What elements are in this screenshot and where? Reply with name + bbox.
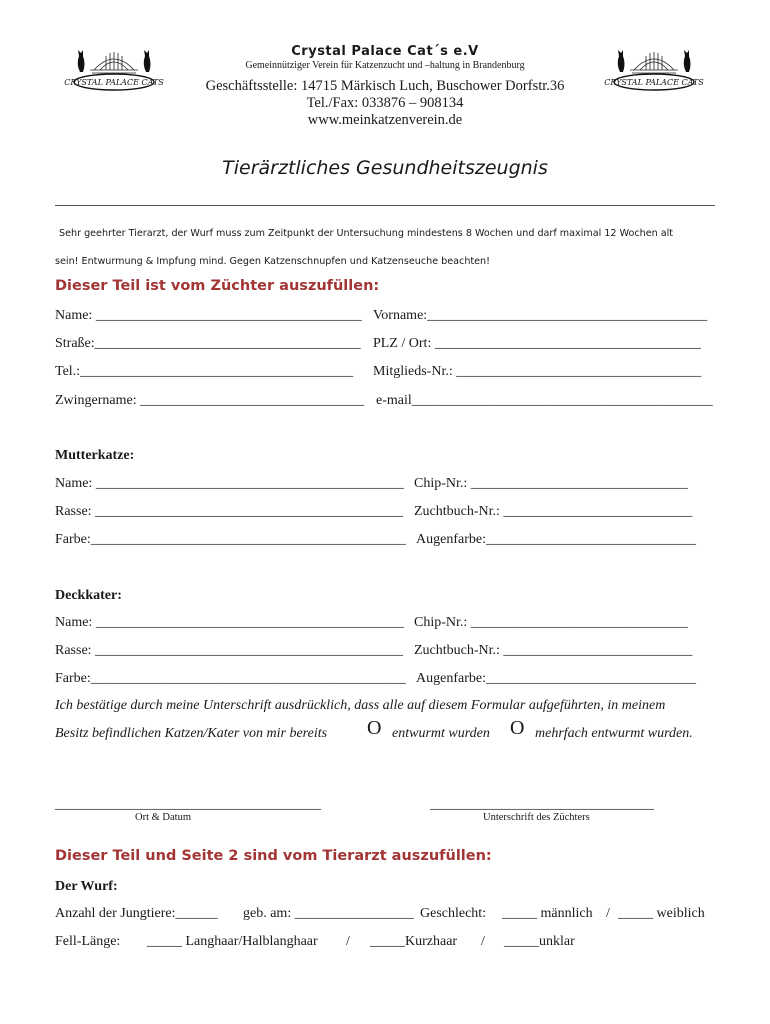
litter-heading: Der Wurf:	[55, 879, 118, 894]
father-breed-field[interactable]: Rasse: ____________________________________________	[55, 643, 404, 658]
mother-name-field[interactable]: Name: ____________________________________________	[55, 476, 404, 491]
breeder-firstname-field[interactable]: Vorname:________________________________________	[373, 308, 708, 323]
kitten-count-field[interactable]: Anzahl der Jungtiere:______	[55, 906, 218, 921]
fur-separator-1: /	[346, 934, 350, 949]
fur-separator-2: /	[481, 934, 485, 949]
mother-breed-field[interactable]: Rasse: ____________________________________________	[55, 504, 404, 519]
mother-eye-color-field[interactable]: Augenfarbe:______________________________	[416, 532, 696, 547]
vet-section-heading: Dieser Teil und Seite 2 sind vom Tierarzt auszufüllen:	[55, 848, 492, 864]
breeder-email-field[interactable]: e-mail___________________________________________	[376, 393, 713, 408]
mother-color-field[interactable]: Farbe:_____________________________________________	[55, 532, 406, 547]
female-count-field[interactable]: _____ weiblich	[618, 906, 705, 921]
declaration-line-1: Ich bestätige durch meine Unterschrift ausdrücklich, dass alle auf diesem Formular aufgeführten, in meinem	[55, 698, 666, 713]
father-chip-field[interactable]: Chip-Nr.: _______________________________	[414, 615, 688, 630]
unclear-field[interactable]: _____unklar	[504, 934, 575, 949]
divider	[55, 205, 715, 206]
tel-fax: Tel./Fax: 033876 – 908134	[306, 95, 464, 111]
place-date-label: Ort & Datum	[135, 812, 191, 823]
birth-date-field[interactable]: geb. am: _________________	[243, 906, 414, 921]
notice-line-2: sein! Entwurmung & Impfung mind. Gegen Katzenschnupfen und Katzenseuche beachten!	[55, 256, 490, 267]
shorthair-field[interactable]: _____Kurzhaar	[370, 934, 458, 949]
declaration-line-2: Besitz befindlichen Katzen/Kater von mir bereits	[55, 726, 328, 741]
breeder-signature-label: Unterschrift des Züchters	[483, 812, 590, 823]
longhair-field[interactable]: _____ Langhaar/Halblanghaar	[147, 934, 318, 949]
office-address: Geschäftsstelle: 14715 Märkisch Luch, Buschower Dorfstr.36	[205, 78, 565, 94]
breeder-street-field[interactable]: Straße:______________________________________	[55, 336, 361, 351]
logo-text: CRYSTAL PALACE CATS	[64, 78, 164, 87]
father-name-field[interactable]: Name: ____________________________________________	[55, 615, 404, 630]
breeder-member-no-field[interactable]: Mitglieds-Nr.: ___________________________________	[373, 364, 702, 379]
mother-heading: Mutterkatze:	[55, 448, 135, 463]
male-count-field[interactable]: _____ männlich	[502, 906, 593, 921]
multiple-dewormed-radio[interactable]: O	[510, 717, 525, 739]
breeder-cattery-name-field[interactable]: Zwingername: ________________________________	[55, 393, 365, 408]
org-subtitle: Gemeinnütziger Verein für Katzenzucht und –haltung in Brandenburg	[245, 60, 525, 71]
dewormed-option-label: entwurmt wurden	[392, 726, 490, 741]
sex-separator: /	[606, 906, 610, 921]
breeder-tel-field[interactable]: Tel.:_______________________________________	[55, 364, 354, 379]
breeder-signature-line[interactable]: ________________________________	[430, 797, 654, 812]
org-name: Crystal Palace Cat´s e.V	[291, 44, 479, 59]
page-title: Tierärztliches Gesundheitszeugnis	[222, 157, 548, 179]
multiple-dewormed-option-label: mehrfach entwurmt wurden.	[535, 726, 693, 741]
fur-length-label: Fell-Länge:	[55, 934, 121, 949]
place-date-line[interactable]: ______________________________________	[55, 797, 321, 812]
breeder-zip-city-field[interactable]: PLZ / Ort: ______________________________________	[373, 336, 701, 351]
mother-chip-field[interactable]: Chip-Nr.: _______________________________	[414, 476, 688, 491]
father-heading: Deckkater:	[55, 588, 122, 603]
sex-label: Geschlecht:	[420, 906, 487, 921]
father-studbook-field[interactable]: Zuchtbuch-Nr.: ___________________________	[414, 643, 693, 658]
notice-line-1: Sehr geehrter Tierarzt, der Wurf muss zum Zeitpunkt der Untersuchung mindestens 8 Wochen und darf maximal 12 Wochen alt	[59, 228, 674, 239]
breeder-name-field[interactable]: Name: ______________________________________	[55, 308, 362, 323]
breeder-section-heading: Dieser Teil ist vom Züchter auszufüllen:	[55, 278, 380, 294]
father-eye-color-field[interactable]: Augenfarbe:______________________________	[416, 671, 696, 686]
dewormed-radio[interactable]: O	[367, 717, 382, 739]
mother-studbook-field[interactable]: Zuchtbuch-Nr.: ___________________________	[414, 504, 693, 519]
website: www.meinkatzenverein.de	[307, 112, 463, 128]
father-color-field[interactable]: Farbe:_____________________________________________	[55, 671, 406, 686]
logo-text: CRYSTAL PALACE CATS	[604, 78, 704, 87]
